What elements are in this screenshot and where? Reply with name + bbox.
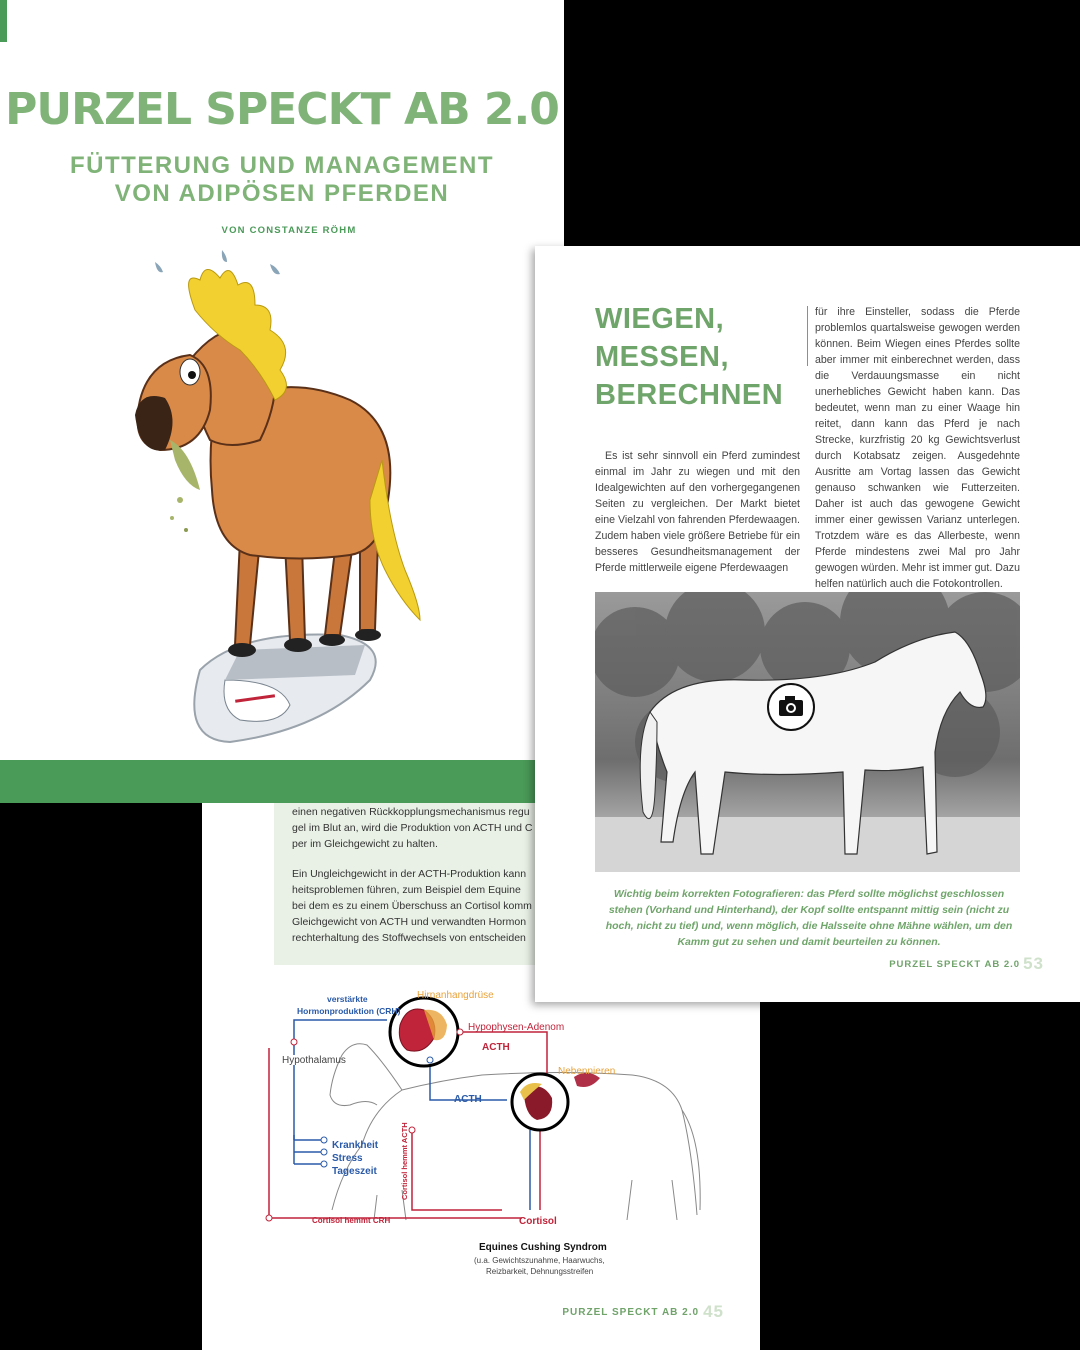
info-paragraph: einen negativen Rückkopplungsmechanismus regu gel im Blut an, wird die Produktion von ACTH und C per im Gleichgewicht zu halten. [292, 806, 533, 850]
heading-line: MESSEN, [595, 341, 730, 373]
heading-line: BERECHNEN [595, 379, 784, 411]
crh-label: Hormonproduktion (CRH) [297, 1006, 401, 1016]
hypothalamus-label: Hypothalamus [282, 1055, 346, 1066]
body-column-left: Es ist sehr sinnvoll ein Pferd zumindest einmal im Jahr zu wiegen und mit den Idealgewichten auf den vorhergegangenen Seiten zu vergleichen. Der Markt bietet eine Vielzahl von fahrenden Pferdewaagen. Zudem haben viele größere Betriebe für ein besseres Gesundheitsmanagement der Pferde mittlerweile eigene Pferdewaagen [595, 450, 800, 574]
info-paragraph: Ein Ungleichgewicht in der ACTH-Produktion kann heitsproblemen führen, zum Beispiel dem Equine bei dem es zu einem Überschuss an Cortisol komm Gleichgewicht von ACTH und verwandten Hormon rechterhaltung des Stoffwechsels von entscheiden [292, 868, 532, 944]
cortisol-crh-label: Cortisol hemmt CRH [312, 1216, 391, 1225]
heading-line: WIEGEN, [595, 303, 725, 335]
adenom-label: Hypophysen-Adenom [468, 1022, 565, 1033]
column-rule [807, 306, 808, 366]
green-band [0, 760, 564, 803]
crh-label: verstärkte [327, 994, 368, 1004]
horse-photo [595, 592, 1020, 872]
page-53 [535, 246, 1080, 1002]
factor-label: Tageszeit [332, 1166, 377, 1177]
page-number: 53 [1023, 954, 1044, 973]
hirnanhang-label: Hirnanhangdrüse [417, 990, 494, 1001]
folio-title: PURZEL SPECKT AB 2.0 [562, 1307, 700, 1318]
page-number: 45 [703, 1302, 724, 1321]
acth-label: ACTH [454, 1094, 482, 1105]
photo-caption: Wichtig beim korrekten Fotografieren: das Pferd sollte möglichst geschlossen stehen (Vorhand und Hinterhand), der Kopf sollte entspannt mittig sein (nicht zu hoch, nicht zu tief) und, wenn möglich, die Halsseite ohne Mähne wählen, um den Kamm gut zu sehen und damit beurteilen zu können. [605, 888, 1013, 948]
body-column-right: für ihre Einsteller, sodass die Pferde problemlos quartalsweise gewogen werden können. Beim Wiegen eines Pferdes sollte aber immer mit einberechnet werden, dass die Verdauungsmasse ein nicht unerhebliches Gewicht haben kann. Das bedeutet, wenn man zu einer Waage hin reitet, dann kann das Pferd je nach Strecke, kurzfristig 20 kg Gewichtsverlust durch Kotabsatz zeigen. Ausgedehnte Ausritte am Vortag lassen das Gewicht genauso schwanken wie Futterzeiten. Daher ist auch das gewogene Gewicht immer einer gewissen Varianz unterlegen. Trotzdem wäre es das Allerbeste, wenn Pferde mindestens zwei Mal pro Jahr gewogen würden. Mehr ist immer gut. Dazu helfen natürlich auch die Fotokontrollen. [815, 306, 1020, 590]
cover-title: PURZEL SPECKT AB 2.0 [5, 84, 559, 135]
page-folio [889, 954, 1044, 974]
factor-label: Krankheit [332, 1140, 379, 1151]
syndrome-desc: (u.a. Gewichtszunahme, Haarwuchs, [474, 1256, 605, 1265]
cortisol-label: Cortisol [519, 1216, 557, 1227]
cortisol-acth-label: Cortisol hemmt ACTH [400, 1122, 409, 1200]
cover-page [0, 0, 564, 803]
section-heading [595, 300, 783, 414]
horse-on-scale-illustration [120, 250, 440, 750]
syndrome-desc: Reizbarkeit, Dehnungsstreifen [486, 1267, 594, 1276]
nebennieren-label: Nebennieren [558, 1066, 616, 1077]
acth-label: ACTH [482, 1042, 510, 1053]
syndrome-title: Equines Cushing Syndrom [479, 1242, 607, 1253]
cover-subtitle: FÜTTERUNG UND MANAGEMENT VON ADIPÖSEN PFERDEN [70, 152, 494, 207]
cover-author: VON CONSTANZE RÖHM [221, 225, 357, 236]
accent-bar [0, 0, 7, 42]
page-folio [562, 1302, 724, 1322]
folio-title: PURZEL SPECKT AB 2.0 [889, 959, 1021, 970]
factor-label: Stress [332, 1153, 363, 1164]
